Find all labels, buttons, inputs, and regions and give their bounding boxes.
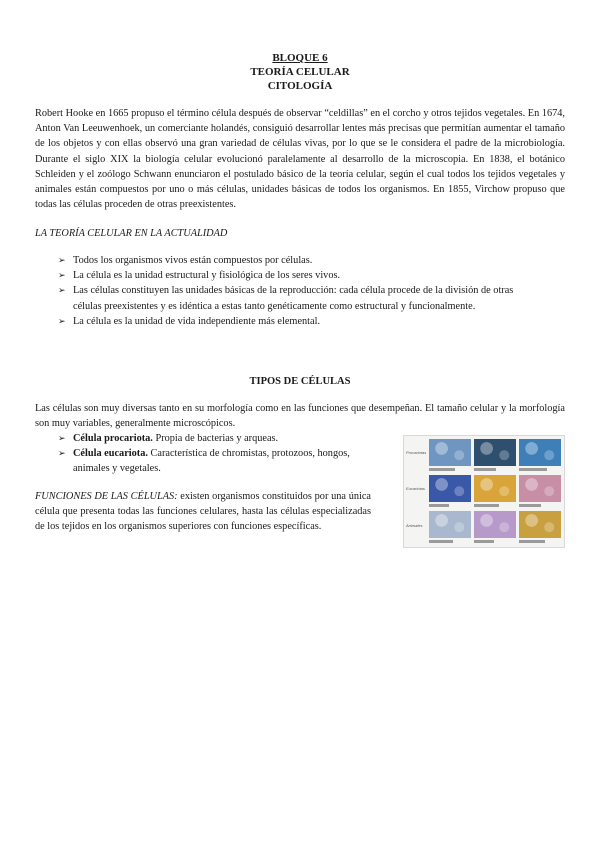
intro-line: aumentar el tamaño de los objetos y con ellas observó una gran variedad de células vivas, por lo que se le considera el	[35, 123, 566, 150]
caption-mark	[429, 504, 449, 507]
cell-micrograph	[474, 511, 516, 538]
page-title: TEORÍA CELULAR	[250, 66, 350, 78]
intro-paragraph	[35, 106, 565, 212]
cell-micrograph	[429, 439, 471, 466]
arrow-bullet-icon: ➢	[58, 315, 66, 326]
list-item: ➢ Las células constituyen las unidades básicas de la reproducción: cada célula procede de la división de otras células preexistentes y es idéntica a estas tanto genéticamente como estructural y funcionalmente.	[58, 285, 514, 312]
cell-micrograph	[519, 475, 561, 502]
cell-types-list	[58, 431, 378, 477]
arrow-bullet-icon: ➢	[58, 255, 66, 265]
caption-mark	[429, 540, 453, 543]
page-subtitle: CITOLOGÍA	[267, 80, 333, 92]
list-item: ➢ Célula eucariota. Característica de chromistas, protozoos, hongos, animales y vegetales.	[58, 448, 350, 475]
arrow-bullet-icon: ➢	[58, 270, 66, 281]
cell-micrograph	[429, 475, 471, 502]
block-label: BLOQUE 6	[272, 52, 328, 64]
cell-micrograph	[474, 439, 516, 466]
functions-heading: FUNCIONES DE LAS CÉLULAS:	[35, 491, 178, 502]
intro-line: En 1674, Anton Van Leeuwenhoek, un comerciante holandés, consiguió desarrollar lentes más precisas que permitían	[35, 108, 565, 135]
arrow-bullet-icon: ➢	[58, 433, 66, 443]
list-item: ➢ Célula procariota. Propia de bacterias y arqueas.	[58, 431, 378, 446]
list-item: ➢ La célula es la unidad estructural y fisiológica de los seres vivos.	[58, 268, 568, 283]
intro-line: Robert Hooke en 1665 propuso el término célula después de observar “celdillas” en el corcho y otros tejidos vegetales.	[35, 108, 526, 119]
functions-paragraph: FUNCIONES DE LAS CÉLULAS: existen organismos constituidos por una única célula que presenta todas las funciones celulares, hasta las células especializadas de los tejidos en los organismos superiores con funciones específicas.	[35, 491, 371, 533]
cell-micrograph	[519, 511, 561, 538]
cell-types-figure	[403, 435, 565, 548]
cell-micrograph	[474, 475, 516, 502]
cell-micrograph	[519, 439, 561, 466]
caption-mark	[519, 468, 547, 471]
figure-row-label: Animales	[406, 523, 423, 528]
figure-row-label: Procariotas	[406, 450, 427, 455]
intro-line: los organismos. En 1855, Virchow propuso que todas las células proceden de otras preexistentes.	[35, 184, 565, 211]
caption-mark	[519, 504, 541, 507]
arrow-bullet-icon: ➢	[58, 285, 66, 296]
arrow-bullet-icon: ➢	[58, 448, 66, 459]
caption-mark	[474, 540, 494, 543]
figure-row-label: Eucariotas	[406, 486, 425, 491]
list-item: ➢ Todos los organismos vivos están compuestos por células.	[58, 253, 568, 268]
caption-mark	[474, 468, 496, 471]
intro-line: según el cual todos los tejidos vegetales y animales están compuestos por uno o más células, unidades básicas de todos	[35, 168, 565, 196]
theory-bullet-list	[58, 253, 568, 329]
caption-mark	[519, 540, 545, 543]
caption-mark	[474, 504, 499, 507]
caption-mark	[429, 468, 455, 471]
intro-line: padre de la microbiología. Durante el siglo XIX la biología celular evolucionó paralelamente al desarrollo de la	[35, 138, 565, 165]
list-item: ➢ La célula es la unidad de vida independiente más elemental.	[58, 314, 568, 329]
intro-line: microscopia. En 1838, el botánico Schleiden y el zoólogo Schwann enunciaron el postulado básico de la teoría celular,	[35, 153, 566, 180]
cell-micrograph	[429, 511, 471, 538]
types-intro: Las células son muy diversas tanto en su morfología como en las funciones que desempeñan. El tamaño celular y la morfología son muy variables, generalmente microscópicos.	[35, 403, 565, 430]
theory-heading: LA TEORÍA CELULAR EN LA ACTUALIDAD	[35, 228, 228, 239]
types-heading: TIPOS DE CÉLULAS	[249, 376, 351, 387]
